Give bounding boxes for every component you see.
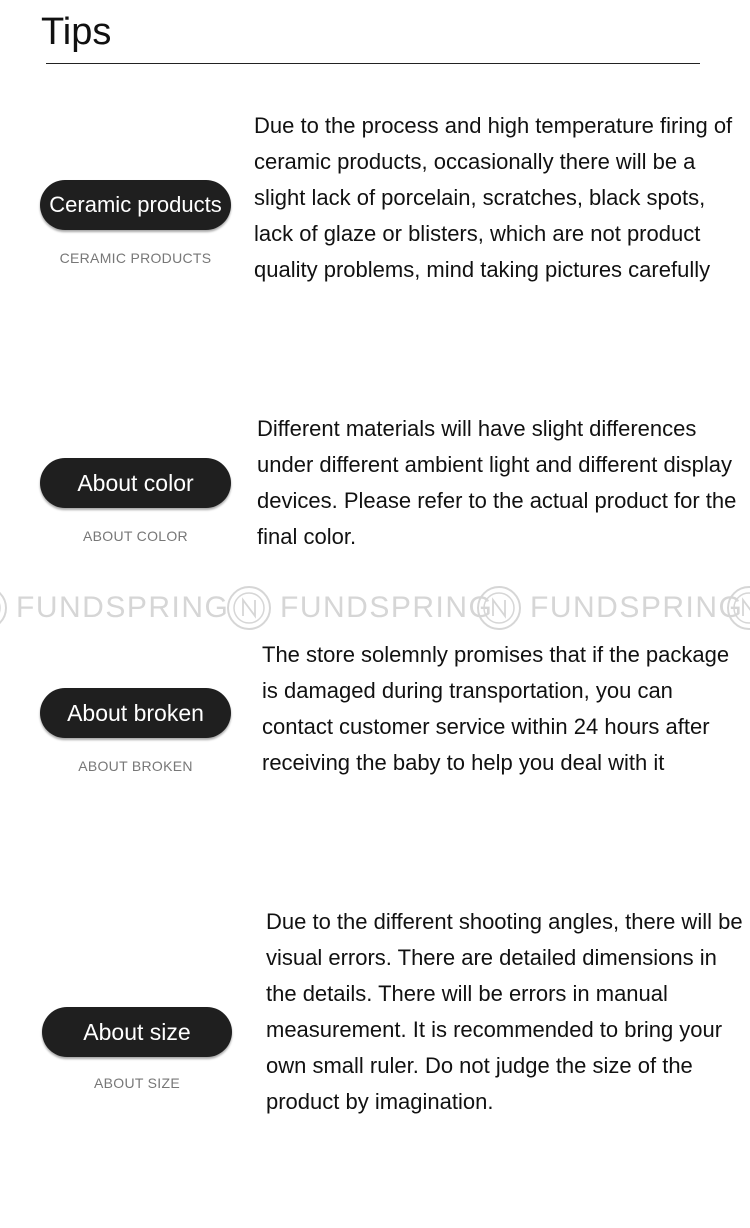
about-color-sublabel: ABOUT COLOR [83, 528, 188, 544]
about-broken-description: The store solemnly promises that if the package is damaged during transportation, you can contact customer service within 24 hours after receiving the baby to help you deal with it [262, 642, 730, 775]
about-broken-pill: About broken [40, 688, 231, 738]
about-size-pill: About size [42, 1007, 232, 1057]
watermark-text: FUNDSPRING [16, 591, 230, 624]
page-title: Tips [41, 11, 112, 53]
about-broken-sublabel: ABOUT BROKEN [78, 758, 193, 774]
fundspring-logo-icon [476, 585, 522, 631]
ceramic-products-sublabel: CERAMIC PRODUCTS [59, 250, 212, 266]
fundspring-logo-icon [226, 585, 272, 631]
about-size-sublabel: ABOUT SIZE [94, 1075, 180, 1091]
fundspring-logo-icon [726, 585, 750, 631]
fundspring-watermark [0, 583, 750, 633]
about-size-description: Due to the different shooting angles, there will be visual errors. There are detailed dimensions in the details. There will be errors in manual measurement. It is recommended to bring your own small ruler. Do not judge the size of the product by imagination. [266, 909, 743, 1114]
ceramic-products-pill: Ceramic products [40, 180, 231, 230]
watermark-text: FUNDSPRING [280, 591, 494, 624]
fundspring-logo-icon [0, 585, 8, 631]
about-color-description: Different materials will have slight differences under different ambient light and different display devices. Please refer to the actual product for the final color. [257, 416, 737, 549]
about-color-pill: About color [40, 458, 231, 508]
ceramic-products-description: Due to the process and high temperature firing of ceramic products, occasionally there will be a slight lack of porcelain, scratches, black spots, lack of glaze or blisters, which are not product quality problems, mind taking pictures carefully [254, 113, 733, 282]
title-divider [46, 63, 700, 64]
watermark-text: FUNDSPRING [530, 591, 744, 624]
